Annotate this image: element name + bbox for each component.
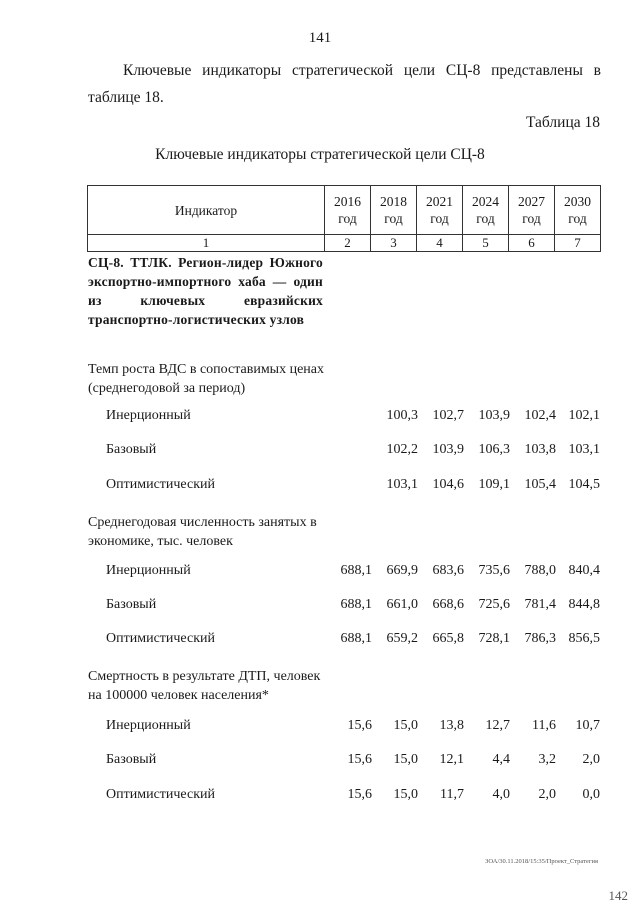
table-cell: 103,1: [568, 442, 600, 457]
table-cell: 15,0: [393, 718, 418, 733]
table-row: [88, 408, 600, 428]
scenario-name: Базовый: [106, 597, 157, 612]
table-cell: 102,7: [432, 408, 464, 423]
table-cell: 15,6: [347, 718, 372, 733]
indicator-group-label: Темп роста ВДС в сопоставимых ценах (среднегодовой за период): [88, 362, 325, 396]
table-cell: 103,1: [386, 477, 418, 492]
table-cell: 100,3: [386, 408, 418, 423]
table-cell: 3,2: [538, 752, 556, 767]
header-year: 2016 год: [325, 186, 371, 235]
scenario-name: Оптимистический: [106, 477, 215, 492]
indicators-table-header: [87, 185, 601, 252]
scenario-name: Инерционный: [106, 408, 191, 423]
column-number: 4: [417, 235, 463, 252]
table-cell: 102,2: [386, 442, 418, 457]
header-indicator: Индикатор: [88, 186, 325, 235]
column-number: 5: [463, 235, 509, 252]
header-year: 2030 год: [555, 186, 601, 235]
table-cell: 781,4: [524, 597, 556, 612]
table-cell: 844,8: [568, 597, 600, 612]
next-page-number-fragment: 142: [608, 888, 628, 903]
header-year: 2027 год: [509, 186, 555, 235]
table-cell: 659,2: [386, 631, 418, 646]
header-row: [88, 186, 601, 235]
table-cell: 103,9: [478, 408, 510, 423]
table-cell: 11,7: [440, 787, 464, 802]
table-row: [88, 752, 600, 772]
table-cell: 683,6: [432, 563, 464, 578]
table-cell: 12,7: [485, 718, 510, 733]
table-cell: 102,1: [568, 408, 600, 423]
table-row: [88, 477, 600, 497]
scenario-name: Оптимистический: [106, 787, 215, 802]
table-row: [88, 597, 600, 617]
footer-document-code: ЗОА/30.11.2018/15:35/Проект_Стратегия: [485, 858, 598, 865]
table-cell: 104,6: [432, 477, 464, 492]
scenario-name: Оптимистический: [106, 631, 215, 646]
table-caption: Ключевые индикаторы стратегической цели СЦ-8: [155, 146, 485, 163]
indicator-group-label: Смертность в результате ДТП, человек на 100000 человек населения*: [88, 669, 321, 703]
table-row: [88, 442, 600, 462]
table-cell: 688,1: [340, 631, 372, 646]
table-cell: 15,0: [393, 787, 418, 802]
table-label: Таблица 18: [525, 114, 600, 131]
table-cell: 788,0: [524, 563, 556, 578]
column-number: 3: [371, 235, 417, 252]
table-cell: 661,0: [386, 597, 418, 612]
table-row: [88, 631, 600, 651]
intro-paragraph-line-2: таблице 18.: [88, 89, 164, 106]
table-cell: 15,0: [393, 752, 418, 767]
table-cell: 735,6: [478, 563, 510, 578]
scenario-name: Базовый: [106, 442, 157, 457]
table-cell: 4,0: [492, 787, 510, 802]
table-row: [88, 787, 600, 807]
header-year: 2024 год: [463, 186, 509, 235]
table-cell: 840,4: [568, 563, 600, 578]
table-cell: 104,5: [568, 477, 600, 492]
table-cell: 102,4: [524, 408, 556, 423]
page-number: 141: [308, 30, 332, 46]
header-year: 2021 год: [417, 186, 463, 235]
header-year: 2018 год: [371, 186, 417, 235]
table-cell: 103,8: [524, 442, 556, 457]
table-cell: 106,3: [478, 442, 510, 457]
table-cell: 4,4: [492, 752, 510, 767]
table-cell: 109,1: [478, 477, 510, 492]
table-cell: 0,0: [582, 787, 600, 802]
table-row: [88, 563, 600, 583]
table-cell: 13,8: [439, 718, 464, 733]
table-cell: 688,1: [340, 597, 372, 612]
table-cell: 15,6: [347, 787, 372, 802]
indicator-group-label: Среднегодовая численность занятых в экономике, тыс. человек: [88, 515, 317, 549]
table-cell: 668,6: [432, 597, 464, 612]
column-number: 1: [88, 235, 325, 252]
table-cell: 2,0: [582, 752, 600, 767]
table-cell: 725,6: [478, 597, 510, 612]
table-cell: 688,1: [340, 563, 372, 578]
column-number: 7: [555, 235, 601, 252]
table-cell: 856,5: [568, 631, 600, 646]
table-cell: 10,7: [575, 718, 600, 733]
column-number: 6: [509, 235, 555, 252]
table-cell: 728,1: [478, 631, 510, 646]
scenario-name: Инерционный: [106, 718, 191, 733]
column-number: 2: [325, 235, 371, 252]
table-row: [88, 718, 600, 738]
table-cell: 105,4: [524, 477, 556, 492]
table-cell: 12,1: [439, 752, 464, 767]
table-cell: 786,3: [524, 631, 556, 646]
table-cell: 665,8: [432, 631, 464, 646]
table-cell: 669,9: [386, 563, 418, 578]
table-cell: 103,9: [432, 442, 464, 457]
scenario-name: Базовый: [106, 752, 157, 767]
goal-title: СЦ-8. ТТЛК. Регион-лидер Южного экспортно-импортного хаба — один из ключевых евразийских транспортно-логистических узлов: [88, 255, 323, 327]
table-cell: 15,6: [347, 752, 372, 767]
scenario-name: Инерционный: [106, 563, 191, 578]
table-cell: 11,6: [532, 718, 556, 733]
column-number-row: [88, 235, 601, 252]
table-cell: 2,0: [538, 787, 556, 802]
intro-paragraph-line-1: Ключевые индикаторы стратегической цели СЦ-8 представлены в: [123, 62, 601, 79]
